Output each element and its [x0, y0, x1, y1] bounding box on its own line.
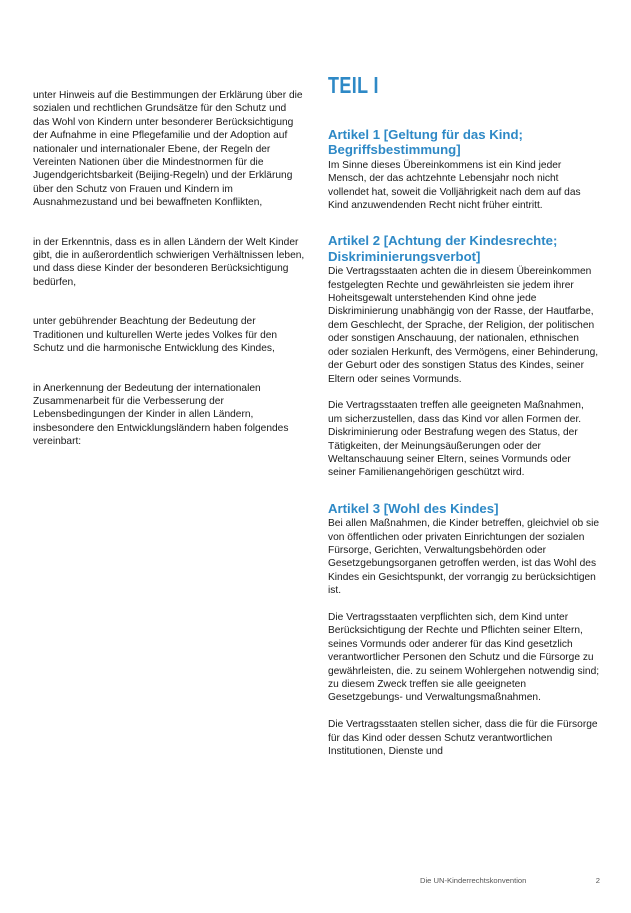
- article-heading: Artikel 3 [Wohl des Kindes]: [328, 500, 499, 516]
- preamble-paragraph: unter gebührender Beachtung der Bedeutung der Traditionen und kulturellen Werte jedes Volkes für den Schutz und die harmonische Entwicklung des Kindes,: [33, 316, 278, 355]
- article-paragraph: Bei allen Maßnahmen, die Kinder betreffen, gleichviel ob sie von öffentlichen oder privaten Einrichtungen der sozialen Fürsorge, Gerichten, Verwaltungsbehörden oder Gesetzgebungsorganen getroffen werden, ist das Wohl des Kindes ein Gesichtspunkt, der vorrangig zu berücksichtigen ist.: [328, 518, 600, 597]
- preamble-paragraph: unter Hinweis auf die Bestimmungen der Erklärung über die sozialen und rechtlichen Grundsätze für den Schutz und das Wohl von Kindern unter besonderer Berücksichtigung der Aufnahme in eine Pflegefamilie und der Adoption auf nationaler und internationaler Ebene, der Regeln der Vereinten Nationen über die Mindestnormen für die Jugendgerichtsbarkeit (Beijing-Regeln) und der Erklärung über den Schutz von Frauen und Kindern im Ausnahmezustand und bei bewaffneten Konflikten,: [33, 90, 303, 209]
- preamble-paragraph: in der Erkenntnis, dass es in allen Ländern der Welt Kinder gibt, die in außerordentlich schwierigen Verhältnissen leben, und dass diese Kinder der besonderen Berücksichtigung bedürfen,: [33, 236, 305, 288]
- page-number: 2: [595, 876, 600, 885]
- article-1: [328, 127, 600, 212]
- article-paragraph: Im Sinne dieses Übereinkommens ist ein Kind jeder Mensch, der das achtzehnte Lebensjahr noch nicht vollendet hat, soweit die Volljährigkeit nach dem auf das Kind anzuwendenden Recht nicht früher eintritt.: [328, 159, 581, 212]
- article-paragraph: Die Vertragsstaaten verpflichten sich, dem Kind unter Berücksichtigung der Rechte und Pflichten seiner Eltern, seines Vormunds oder anderer für das Kind gesetzlich verantwortlicher Personen den Schutz und die Fürsorge zu gewährleisten, die. zu seinem Wohlergehen notwendig sind; zu diesem Zweck treffen sie alle geeigneten Gesetzgebungs- und Verwaltungsmaßnahmen.: [328, 611, 600, 704]
- article-paragraph: Die Vertragsstaaten stellen sicher, dass die für die Fürsorge für das Kind oder dessen Schutz verantwortlichen Institutionen, Dienste und: [328, 719, 598, 758]
- left-column: [33, 89, 305, 475]
- article-3: [328, 501, 600, 759]
- article-heading: Artikel 1 [Geltung für das Kind; Begriffsbestimmung]: [328, 127, 523, 158]
- part-title: TEIL I: [328, 72, 379, 98]
- article-heading: Artikel 2 [Achtung der Kindesrechte; Diskriminierungsverbot]: [328, 233, 558, 264]
- preamble-paragraph: in Anerkennung der Bedeutung der internationalen Zusammenarbeit für die Verbesserung der Lebensbedingungen der Kinder in allen Ländern, insbesondere den Entwicklungsländern haben folgendes vereinbart:: [33, 382, 289, 448]
- page-footer: [420, 876, 600, 885]
- footer-title: Die UN-Kinderrechtskonvention: [420, 876, 527, 885]
- article-2: [328, 233, 600, 479]
- article-paragraph: Die Vertragsstaaten treffen alle geeigneten Maßnahmen, um sicherzustellen, dass das Kind vor allen Formen der. Diskriminierung oder Bestrafung wegen des Status, der Tätigkeiten, der Meinungsäußerungen oder der Weltanschauung seiner Eltern, seines Vormunds oder seiner Familienangehörigen geschützt wird.: [328, 400, 584, 479]
- article-paragraph: Die Vertragsstaaten achten die in diesem Übereinkommen festgelegten Rechte und gewährleisten sie jedem ihrer Hoheitsgewalt unterstehenden Kind ohne jede Diskriminierung unabhängig von der Rasse, der Hautfarbe, dem Geschlecht, der Sprache, der Religion, der politischen oder sonstigen Anschauung, der nationalen, ethnischen oder sozialen Herkunft, des Vermögens, einer Behinderung, der Geburt oder des sonstigen Status des Kindes, seiner Eltern oder seines Vormunds.: [328, 266, 599, 385]
- right-column: [328, 72, 600, 779]
